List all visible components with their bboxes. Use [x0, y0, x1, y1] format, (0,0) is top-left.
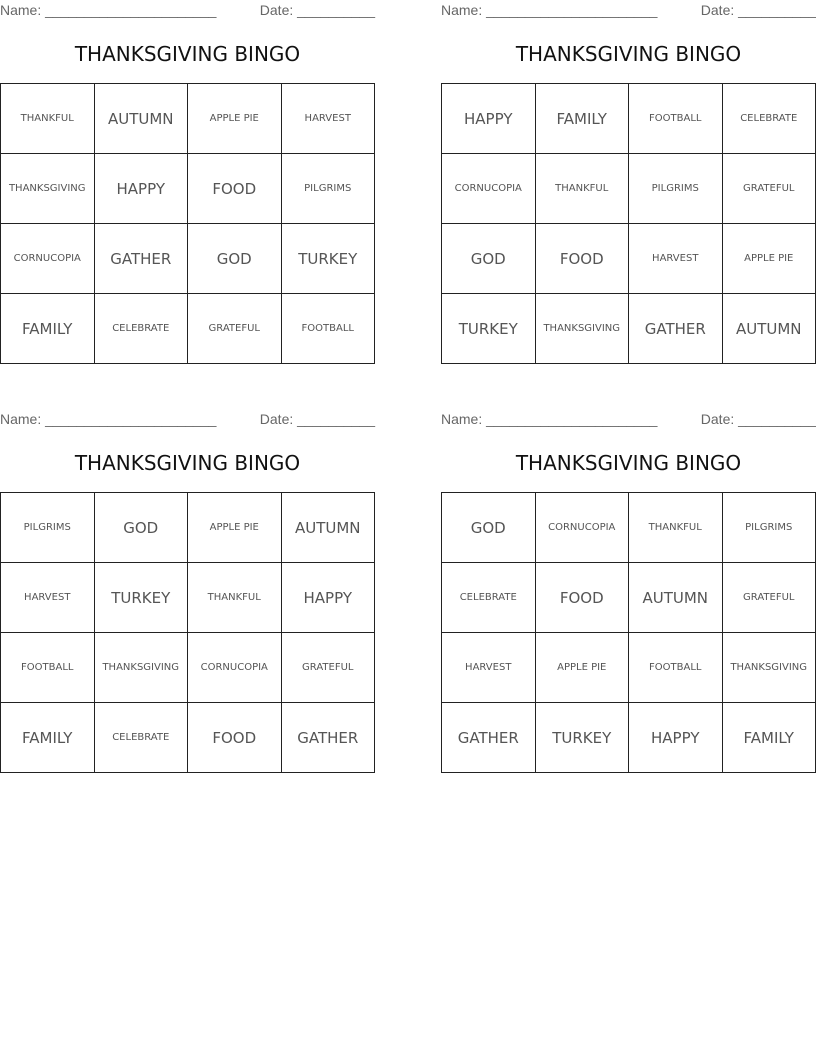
bingo-cell: CORNUCOPIA: [535, 493, 629, 563]
bingo-cell: TURKEY: [281, 224, 375, 294]
card-title: THANKSGIVING BINGO: [515, 451, 742, 475]
bingo-cell: GATHER: [94, 224, 188, 294]
grid-row: [1, 154, 375, 224]
bingo-cell: AUTUMN: [94, 84, 188, 154]
bingo-cell: APPLE PIE: [188, 493, 282, 563]
name-field[interactable]: Name: ______________________: [0, 411, 217, 427]
bingo-cell: AUTUMN: [722, 294, 816, 364]
bingo-cell: HAPPY: [281, 563, 375, 633]
grid-row: [442, 154, 816, 224]
bingo-cell: PILGRIMS: [281, 154, 375, 224]
grid-row: [442, 294, 816, 364]
bingo-cell: CORNUCOPIA: [1, 224, 95, 294]
bingo-cell: HAPPY: [442, 84, 536, 154]
bingo-cell: FOOTBALL: [1, 633, 95, 703]
bingo-grid: [441, 83, 816, 364]
bingo-cell: HARVEST: [629, 224, 723, 294]
bingo-cell: CELEBRATE: [722, 84, 816, 154]
grid-row: [1, 224, 375, 294]
bingo-cell: APPLE PIE: [535, 633, 629, 703]
bingo-cell: CELEBRATE: [94, 294, 188, 364]
grid-row: [442, 493, 816, 563]
bingo-cell: THANKSGIVING: [1, 154, 95, 224]
bingo-cell: AUTUMN: [629, 563, 723, 633]
bingo-grid: [441, 492, 816, 773]
bingo-cell: THANKFUL: [188, 563, 282, 633]
bingo-cell: FOOTBALL: [629, 84, 723, 154]
grid-row: [442, 224, 816, 294]
bingo-cell: AUTUMN: [281, 493, 375, 563]
bingo-cell: APPLE PIE: [188, 84, 282, 154]
bingo-cell: GOD: [442, 493, 536, 563]
bingo-cell: GOD: [94, 493, 188, 563]
bingo-cell: GRATEFUL: [281, 633, 375, 703]
bingo-cell: PILGRIMS: [722, 493, 816, 563]
bingo-cell: THANKFUL: [629, 493, 723, 563]
grid-row: [442, 703, 816, 773]
bingo-cell: APPLE PIE: [722, 224, 816, 294]
name-field[interactable]: Name: ______________________: [441, 2, 658, 18]
grid-row: [442, 563, 816, 633]
name-date-header: [0, 0, 375, 22]
grid-row: [442, 84, 816, 154]
date-field[interactable]: Date: __________: [700, 411, 816, 427]
name-date-header: [0, 409, 375, 431]
bingo-grid: [0, 83, 375, 364]
bingo-cell: TURKEY: [94, 563, 188, 633]
bingo-cell: THANKFUL: [535, 154, 629, 224]
card-title: THANKSGIVING BINGO: [515, 42, 742, 66]
bingo-cell: HAPPY: [629, 703, 723, 773]
bingo-cell: GOD: [188, 224, 282, 294]
bingo-cell: CELEBRATE: [442, 563, 536, 633]
card-title: THANKSGIVING BINGO: [74, 451, 301, 475]
bingo-grid: [0, 492, 375, 773]
bingo-cell: FOOD: [535, 563, 629, 633]
bingo-cell: CORNUCOPIA: [188, 633, 282, 703]
bingo-cell: PILGRIMS: [629, 154, 723, 224]
name-date-header: [441, 0, 816, 22]
grid-row: [1, 84, 375, 154]
bingo-cell: FAMILY: [1, 294, 95, 364]
bingo-cell: CORNUCOPIA: [442, 154, 536, 224]
bingo-cell: PILGRIMS: [1, 493, 95, 563]
bingo-cell: GATHER: [442, 703, 536, 773]
bingo-cell: THANKFUL: [1, 84, 95, 154]
bingo-cell: TURKEY: [442, 294, 536, 364]
bingo-cell: GOD: [442, 224, 536, 294]
bingo-cell: GRATEFUL: [722, 563, 816, 633]
bingo-cell: HAPPY: [94, 154, 188, 224]
bingo-cell: GRATEFUL: [188, 294, 282, 364]
grid-row: [442, 633, 816, 703]
name-date-header: [441, 409, 816, 431]
bingo-cell: FAMILY: [1, 703, 95, 773]
bingo-cell: GRATEFUL: [722, 154, 816, 224]
bingo-cell: THANKSGIVING: [722, 633, 816, 703]
grid-row: [1, 493, 375, 563]
bingo-cell: THANKSGIVING: [94, 633, 188, 703]
bingo-cell: FOOD: [535, 224, 629, 294]
bingo-cell: FOOD: [188, 154, 282, 224]
bingo-cell: THANKSGIVING: [535, 294, 629, 364]
bingo-cell: HARVEST: [281, 84, 375, 154]
bingo-cell: HARVEST: [1, 563, 95, 633]
grid-row: [1, 633, 375, 703]
name-field[interactable]: Name: ______________________: [441, 411, 658, 427]
bingo-cell: FAMILY: [722, 703, 816, 773]
grid-row: [1, 703, 375, 773]
date-field[interactable]: Date: __________: [700, 2, 816, 18]
grid-row: [1, 563, 375, 633]
date-field[interactable]: Date: __________: [259, 2, 375, 18]
bingo-cell: GATHER: [281, 703, 375, 773]
bingo-cell: FOOD: [188, 703, 282, 773]
name-field[interactable]: Name: ______________________: [0, 2, 217, 18]
bingo-cell: FAMILY: [535, 84, 629, 154]
bingo-cell: CELEBRATE: [94, 703, 188, 773]
bingo-cell: FOOTBALL: [281, 294, 375, 364]
bingo-cell: FOOTBALL: [629, 633, 723, 703]
bingo-cell: TURKEY: [535, 703, 629, 773]
bingo-cell: GATHER: [629, 294, 723, 364]
date-field[interactable]: Date: __________: [259, 411, 375, 427]
card-title: THANKSGIVING BINGO: [74, 42, 301, 66]
bingo-cell: HARVEST: [442, 633, 536, 703]
grid-row: [1, 294, 375, 364]
